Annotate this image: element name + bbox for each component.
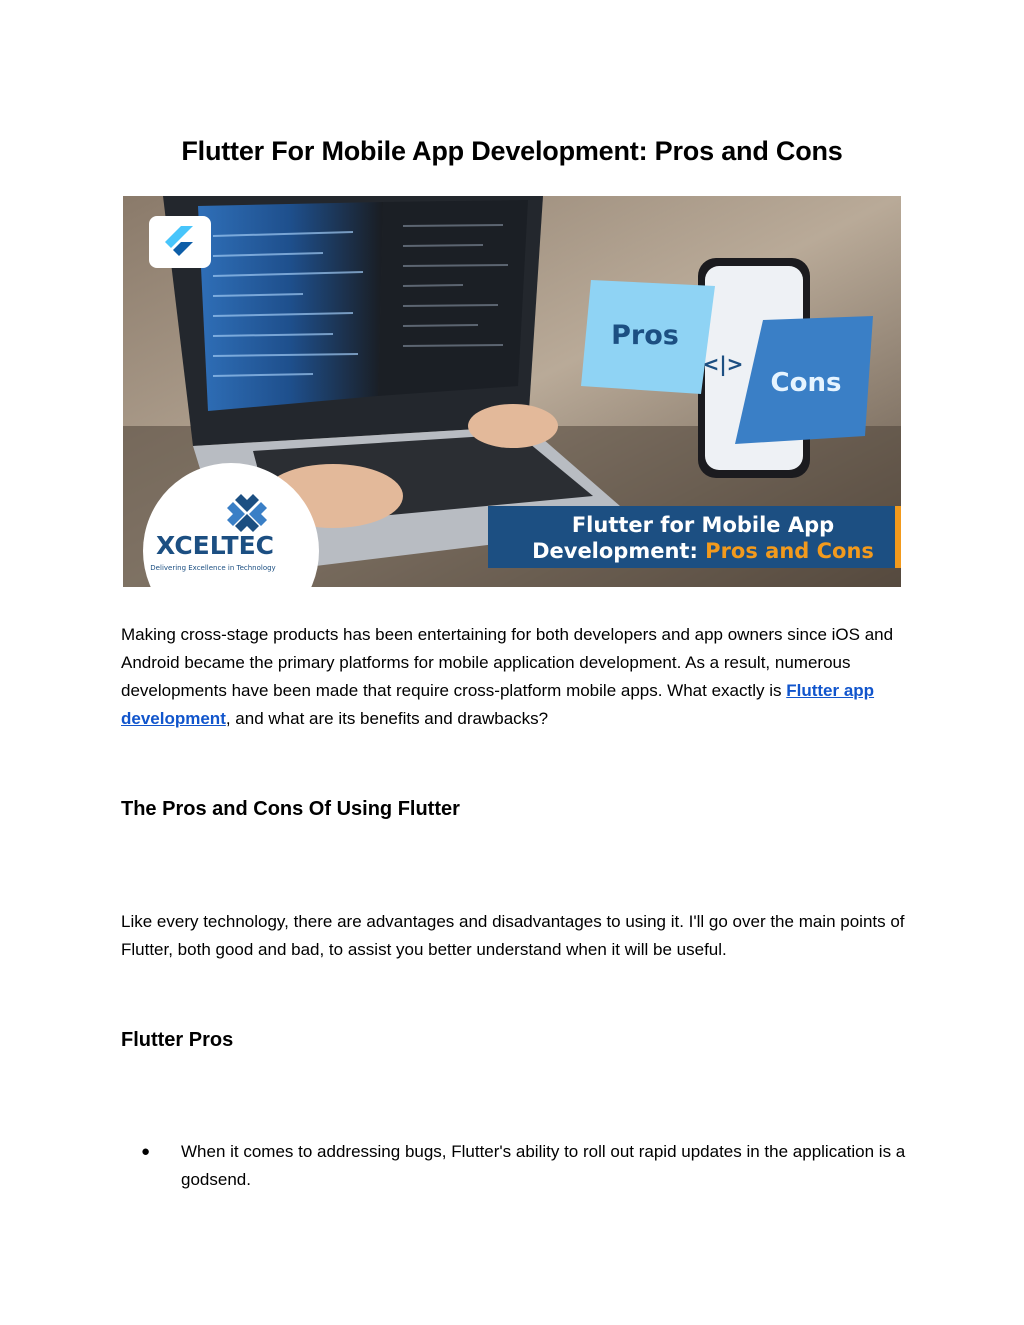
section-heading: The Pros and Cons Of Using Flutter [121, 798, 460, 820]
card-pros-label: Pros [611, 320, 679, 351]
list-item-text: When it comes to addressing bugs, Flutter's ability to roll out rapid updates in the application is a godsend. [181, 1142, 906, 1189]
caption-line-2: Development: Pros and Cons [532, 539, 874, 563]
caption-line-1: Flutter for Mobile App [571, 513, 835, 537]
intro-paragraph [121, 621, 911, 733]
brand-name: XCELTEC [155, 531, 275, 560]
brand-tagline: Delivering Excellence in Technology [150, 564, 276, 572]
intro-text-start: Making cross-stage products has been entertaining for both developers and app owners since iOS and Android became the primary platforms for mobile application development. As a result, numerous developments have been made that require cross-platform mobile apps. What exactly is [121, 625, 894, 700]
list-item [121, 1138, 911, 1194]
intro-text-end: , and what are its benefits and drawbacks? [225, 709, 549, 728]
card-cons-label: Cons [770, 368, 842, 398]
page-title: Flutter For Mobile App Development: Pros and Cons [181, 136, 843, 167]
pros-list [121, 1138, 911, 1194]
section-paragraph: Like every technology, there are advantages and disadvantages to using it. I'll go over the main points of Flutter, both good and bad, to assist you better understand when it will be useful. [121, 912, 905, 959]
code-symbol: <|> [702, 352, 744, 376]
flutter-app-development-link[interactable]: Flutter app development [121, 681, 875, 728]
hero-banner-image [123, 196, 901, 587]
pros-heading: Flutter Pros [121, 1029, 234, 1051]
bullet-icon: ● [141, 1143, 151, 1160]
